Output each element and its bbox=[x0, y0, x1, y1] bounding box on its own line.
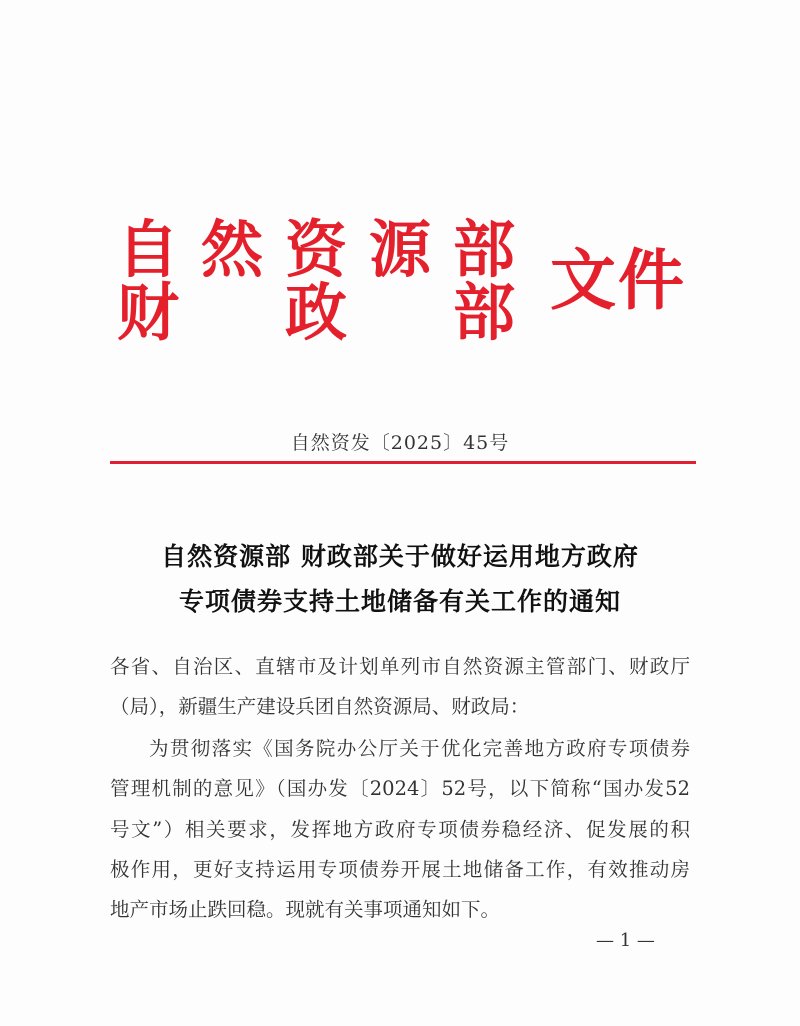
body-line: （局），新疆生产建设兵团自然资源局、财政局： bbox=[110, 695, 530, 718]
document-number: 自然资发〔2025〕45号 bbox=[290, 432, 510, 454]
header-char: 自 bbox=[116, 213, 180, 286]
red-divider bbox=[110, 461, 696, 464]
body-line: 号文”）相关要求，发挥地方政府专项债券稳经济、促发展的积 bbox=[110, 818, 690, 841]
header-suffix: 文件 bbox=[550, 241, 686, 319]
header-char: 部 bbox=[452, 213, 516, 286]
header-char: 资 bbox=[284, 213, 348, 286]
body-line: 为贯彻落实《国务院办公厅关于优化完善地方政府专项债券 bbox=[149, 737, 690, 760]
body-line: 各省、自治区、直辖市及计划单列市自然资源主管部门、财政厅 bbox=[110, 655, 690, 678]
document-title-line-2: 专项债券支持土地储备有关工作的通知 bbox=[178, 587, 621, 616]
body-line: 管理机制的意见》（国办发〔2024〕52号，以下简称“国办发52 bbox=[110, 777, 690, 800]
document-title-line-1: 自然资源部 财政部关于做好运用地方政府 bbox=[161, 542, 639, 571]
header-char: 政 bbox=[284, 276, 348, 349]
header-char: 财 bbox=[116, 276, 180, 349]
header-char: 源 bbox=[368, 213, 432, 286]
header-char: 部 bbox=[452, 276, 516, 349]
body-line: 地产市场止跌回稳。现就有关事项通知如下。 bbox=[110, 898, 501, 921]
body-line: 极作用，更好支持运用专项债券开展土地储备工作，有效推动房 bbox=[110, 858, 690, 881]
page-number: — 1 — bbox=[596, 930, 655, 951]
header-char: 然 bbox=[200, 213, 264, 286]
